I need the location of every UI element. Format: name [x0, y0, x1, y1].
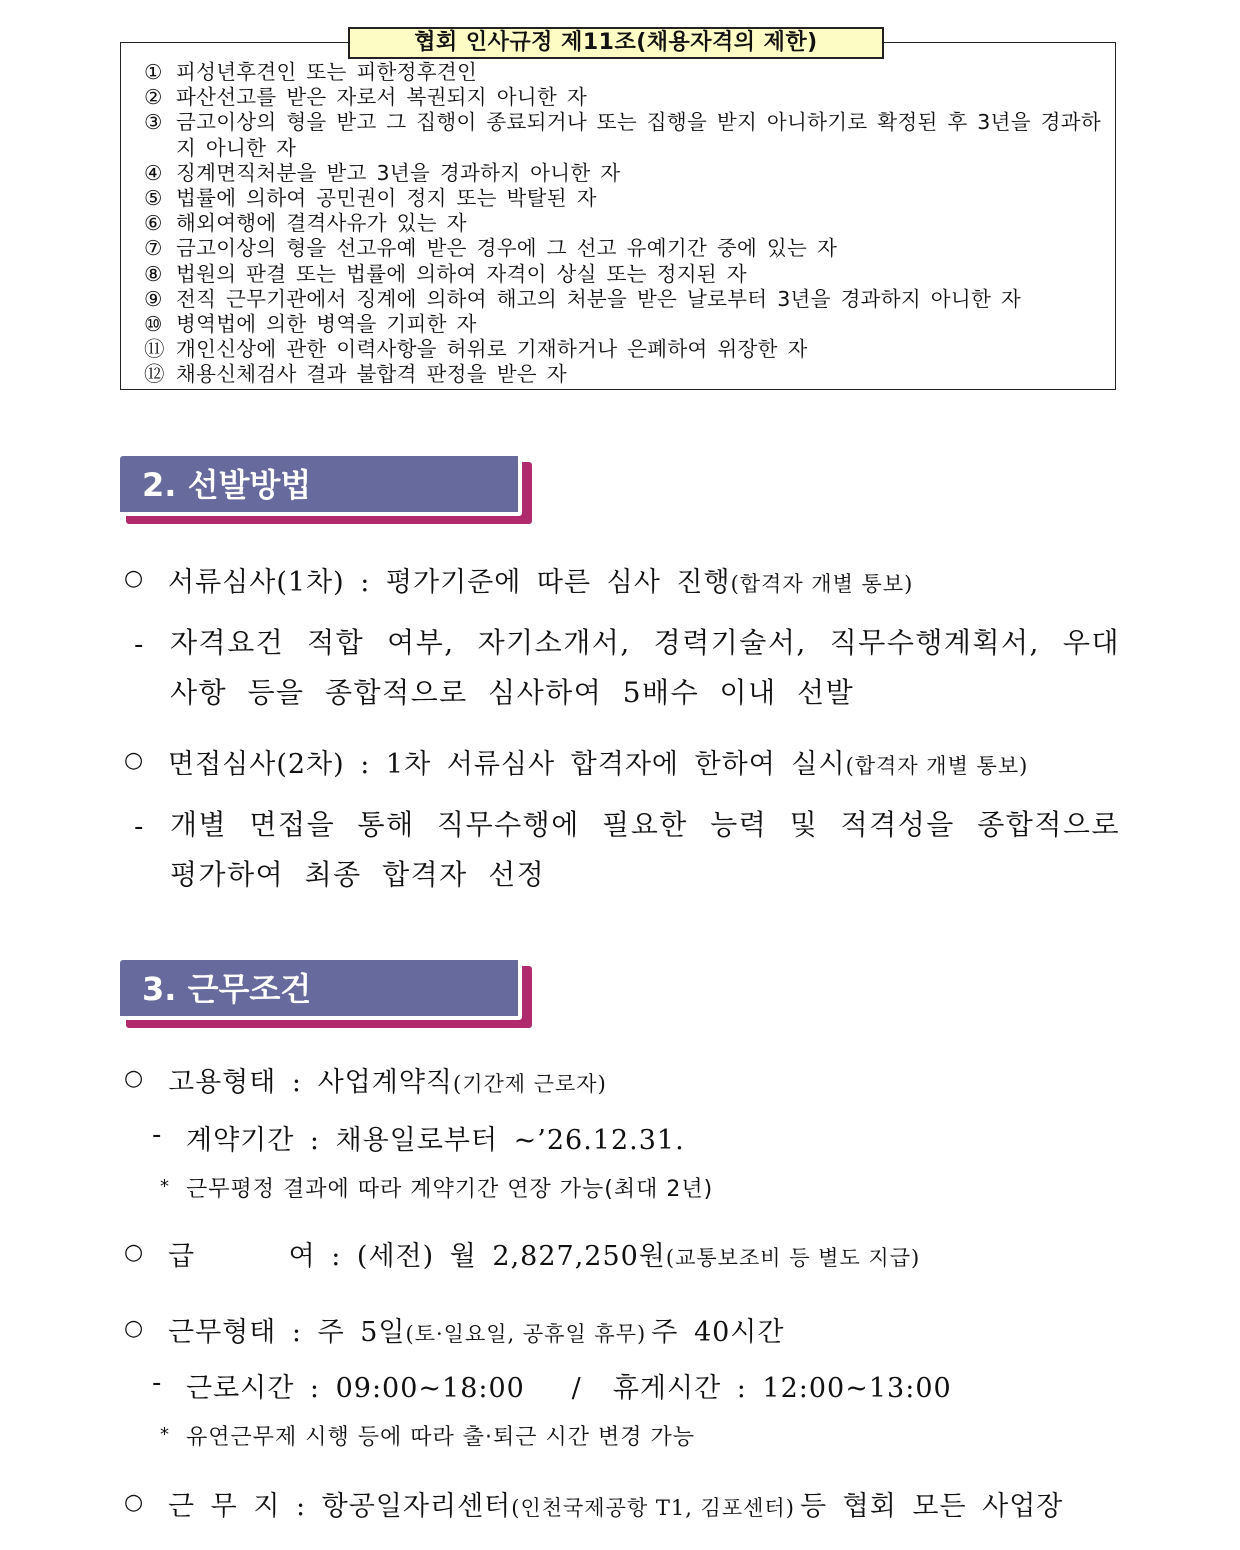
bullet-mark: ○	[124, 1316, 144, 1341]
regulation-item-text: 병역법에 의한 병역을 기피한 자	[176, 312, 477, 337]
regulation-item	[144, 211, 1104, 236]
worktype-main: 근무형태 : 주 5일	[168, 1317, 406, 1348]
dash-mark: -	[152, 1120, 162, 1150]
asterisk-mark: *	[160, 1424, 169, 1445]
regulation-item-number: ⑩	[144, 312, 163, 337]
regulation-item-text: 채용신체검사 결과 불합격 판정을 받은 자	[176, 362, 567, 387]
regulation-item-text: 법률에 의하여 공민권이 정지 또는 박탈된 자	[176, 186, 597, 211]
regulation-item-text: 징계면직처분을 받고 3년을 경과하지 아니한 자	[176, 160, 621, 185]
bullet-mark: ○	[124, 748, 144, 773]
dash-mark: -	[152, 1368, 162, 1398]
regulation-item-number: ⑦	[144, 236, 163, 261]
salary-sub: (교통보조비 등 별도 지급)	[665, 1246, 921, 1270]
location-tail: 등 협회 모든 사업장	[799, 1491, 1064, 1522]
regulation-item-text: 피성년후견인 또는 피한정후견인	[176, 60, 478, 84]
regulation-item-number: ⑤	[144, 186, 163, 211]
section-header-conditions	[120, 960, 532, 1028]
regulation-item	[144, 186, 1104, 211]
interview-sub: (합격자 개별 통보)	[845, 754, 1029, 778]
employment-main: 고용형태 : 사업계약직	[168, 1067, 453, 1098]
screening-main: 서류심사(1차) : 평가기준에 따른 심사 진행	[168, 567, 731, 598]
section-title: 2. 선발방법	[120, 456, 522, 516]
regulation-item	[144, 85, 1104, 110]
regulation-item-text: 파산선고를 받은 자로서 복권되지 아니한 자	[176, 85, 587, 110]
regulation-item-number: ⑨	[144, 286, 163, 311]
location-sub: (인천국제공항 T1, 김포센터)	[511, 1496, 795, 1520]
regulation-item-number: ②	[144, 85, 163, 110]
bullet-mark: ○	[124, 1240, 144, 1265]
regulation-item	[144, 262, 1104, 287]
section-title: 3. 근무조건	[120, 960, 522, 1020]
regulation-item-number: ⑪	[144, 337, 165, 362]
regulation-item	[144, 337, 1104, 362]
worktype-tail: 주 40시간	[651, 1317, 785, 1348]
interview-detail: 개별 면접을 통해 직무수행에 필요한 능력 및 적격성을 종합적으로 평가하여 최종 합격자 선정	[170, 808, 1120, 891]
regulation-list	[144, 60, 1104, 388]
regulation-item-text: 해외여행에 결격사유가 있는 자	[176, 211, 467, 236]
regulation-item	[144, 312, 1104, 337]
regulation-item-number: ③	[144, 110, 163, 135]
screening-sub: (합격자 개별 통보)	[730, 572, 914, 596]
regulation-item-text: 금고이상의 형을 받고 그 집행이 종료되거나 또는 집행을 받지 아니하기로 확정된 후 3년을 경과하지 아니한 자	[176, 110, 1101, 160]
contract-text: 계약기간 : 채용일로부터 ~’26.12.31.	[186, 1125, 685, 1156]
dash-mark: -	[134, 812, 144, 842]
dash-mark: -	[134, 630, 144, 660]
section-header-selection	[120, 456, 532, 524]
regulation-item	[144, 110, 1104, 160]
regulation-item-number: ⑧	[144, 261, 163, 286]
location-main: 근 무 지 : 항공일자리센터	[168, 1491, 512, 1522]
regulation-item	[144, 60, 1104, 85]
regulation-item-number: ⑫	[144, 362, 165, 387]
regulation-item-number: ⑥	[144, 211, 163, 236]
regulation-item-text: 금고이상의 형을 선고유예 받은 경우에 그 선고 유예기간 중에 있는 자	[176, 236, 838, 261]
regulation-item	[144, 236, 1104, 261]
regulation-title: 협회 인사규정 제11조(채용자격의 제한)	[348, 27, 884, 59]
hours-note: 유연근무제 시행 등에 따라 출·퇴근 시간 변경 가능	[186, 1425, 695, 1450]
regulation-item	[144, 161, 1104, 186]
regulation-item-text: 개인신상에 관한 이력사항을 허위로 기재하거나 은폐하여 위장한 자	[176, 337, 808, 362]
asterisk-mark: *	[160, 1176, 169, 1197]
regulation-item	[144, 287, 1104, 312]
regulation-item-text: 법원의 판결 또는 법률에 의하여 자격이 상실 또는 정지된 자	[176, 261, 747, 286]
contract-note: 근무평정 결과에 따라 계약기간 연장 가능(최대 2년)	[186, 1177, 714, 1202]
hours-text: 근로시간 : 09:00~18:00 / 휴게시간 : 12:00~13:00	[186, 1373, 952, 1404]
screening-detail: 자격요건 적합 여부, 자기소개서, 경력기술서, 직무수행계획서, 우대사항 등을 종합적으로 심사하여 5배수 이내 선발	[170, 626, 1120, 709]
employment-sub: (기간제 근로자)	[453, 1072, 607, 1096]
bullet-mark: ○	[124, 1490, 144, 1515]
worktype-sub: (토·일요일, 공휴일 휴무)	[405, 1322, 647, 1346]
bullet-mark: ○	[124, 1066, 144, 1091]
regulation-item-number: ④	[144, 160, 163, 185]
regulation-item	[144, 362, 1104, 387]
interview-main: 면접심사(2차) : 1차 서류심사 합격자에 한하여 실시	[168, 749, 846, 780]
salary-main: 급 여 : (세전) 월 2,827,250원	[168, 1241, 666, 1272]
regulation-item-text: 전직 근무기관에서 징계에 의하여 해고의 처분을 받은 날로부터 3년을 경과하지 아니한 자	[176, 286, 1022, 311]
regulation-item-number: ①	[144, 60, 163, 84]
bullet-mark: ○	[124, 566, 144, 591]
